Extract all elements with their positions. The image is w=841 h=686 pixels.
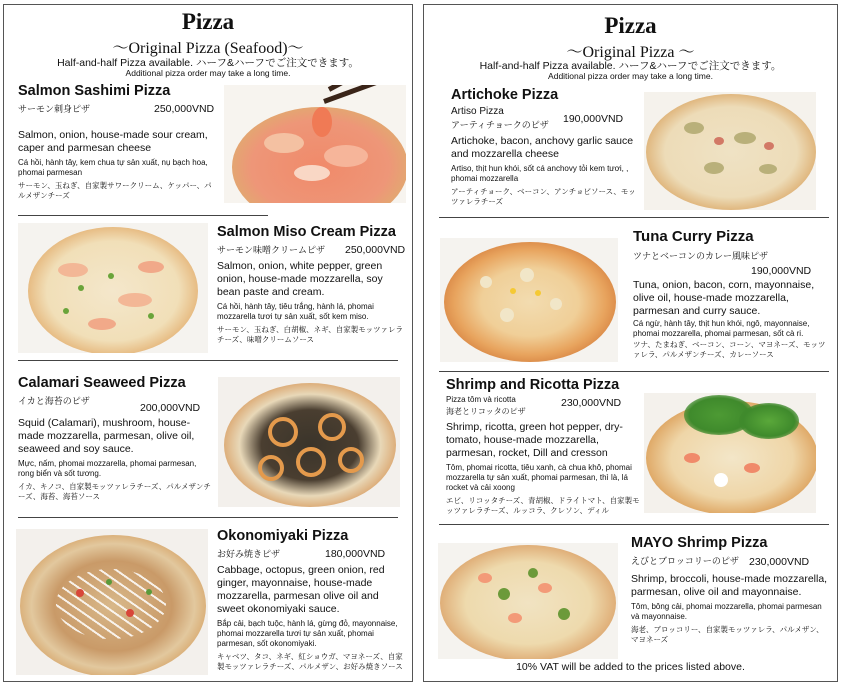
item-ingredients-vn: Cá hồi, hành tây, tiêu trắng, hành lá, phomai mozzarella tươi tự sản xuất, sốt kem miso.	[217, 302, 374, 321]
item-name: Salmon Miso Cream Pizza	[217, 224, 396, 240]
shrimp-ricotta-pizza-photo	[644, 393, 816, 513]
item-ingredients-ja: キャベツ、タコ、ネギ、紅ショウガ、マヨネーズ、自家製モッツァレラチーズ、パルメザン、お好み焼きソース	[217, 652, 403, 671]
artichoke-pizza-photo	[644, 92, 816, 210]
item-name: Shrimp and Ricotta Pizza	[446, 377, 620, 393]
section-divider	[439, 217, 829, 218]
item-name-jp: サーモン刺身ピザ	[18, 104, 91, 114]
menu-item-shrimp-ricotta	[446, 377, 642, 517]
item-ingredients-vn: Bắp cải, bạch tuộc, hành lá, gừng đỏ, mayonnaise, phomai mozzarella tươi tự sản xuất, phomai parmesan, sốt okonomiyaki.	[217, 619, 398, 648]
page-subtitle: ～Original Pizza ～	[566, 44, 695, 61]
item-ingredients-en: Squid (Calamari), mushroom, house-made mozzarella, parmesan, olive oil, seaweed and soy sauce.	[18, 417, 195, 455]
item-price: 230,000VND	[749, 556, 810, 568]
order-time-note: Additional pizza order may take a long time.	[125, 68, 291, 78]
item-ingredients-en: Cabbage, octopus, green onion, red ginger, mayonnaise, house-made mozzarella, parmesan olive oil and sweet okonomiyaki sauce.	[217, 564, 385, 615]
menu-page-seafood	[3, 4, 413, 682]
item-name-jp: イカと海苔のピザ	[18, 396, 90, 406]
page-subtitle: ～Original Pizza (Seafood)～	[112, 40, 304, 57]
half-and-half-note: Half-and-half Pizza available. ハーフ&ハーフでご注文できます。	[57, 57, 359, 69]
menu-item-salmon-sashimi	[18, 83, 218, 211]
page-title: Pizza	[181, 9, 235, 34]
item-name-vn: Pizza tôm và ricotta	[446, 395, 516, 404]
item-ingredients-ja: サーモン、玉ねぎ、白胡椒、ネギ、自家製モッツァレラチーズ、味噌クリームソース	[217, 325, 403, 344]
salmon-miso-cream-pizza-photo	[18, 223, 208, 353]
salmon-sashimi-pizza-photo	[224, 85, 406, 203]
item-ingredients-ja: アーティチョーク、ベーコン、アンチョビソース、モッツァレラチーズ	[451, 187, 636, 206]
item-ingredients-vn: Cá ngừ, hành tây, thịt hun khói, ngô, mayonnaise, phomai mozzarella, phomai parmesan, sốt cà ri.	[633, 319, 810, 338]
item-price: 250,000VND	[345, 244, 406, 256]
mayo-shrimp-pizza-photo	[438, 543, 618, 659]
item-price: 190,000VND	[563, 113, 624, 125]
item-name: Artichoke Pizza	[451, 87, 559, 103]
okonomiyaki-pizza-photo	[16, 529, 208, 675]
item-ingredients-en: Shrimp, broccoli, house-made mozzarella, parmesan, olive oil and mayonnaise.	[631, 573, 828, 598]
item-ingredients-ja: ツナ、たまねぎ、ベーコン、コーン、マヨネーズ、モッツァレラ、パルメザンチーズ、カレーソース	[633, 340, 826, 359]
item-ingredients-en: Salmon, onion, white pepper, green onion, house-made mozzarella, soy bean paste and cream.	[217, 260, 383, 298]
item-name-jp: えびとブロッコリーのピザ	[631, 556, 739, 566]
menu-item-okonomiyaki	[217, 528, 407, 678]
item-name-jp: サーモン味噌クリームピザ	[217, 245, 326, 255]
item-ingredients-en: Tuna, onion, bacon, corn, mayonnaise, olive oil, house-made mozzarella, parmesan and curry sauce.	[633, 279, 815, 317]
item-ingredients-vn: Tôm, phomai ricotta, tiêu xanh, cà chua khô, phomai mozzarella tự sản xuất, phomai parmesan, thì là, lá rocket và cải xoong	[446, 463, 632, 492]
item-ingredients-ja: サーモン、玉ねぎ、自家製サワークリーム、ケッパー、パルメザンチーズ	[18, 181, 212, 200]
section-divider	[18, 360, 398, 361]
item-name-jp: 海老とリコッタのピザ	[446, 407, 526, 416]
menu-item-calamari-seaweed	[18, 375, 213, 510]
item-name-jp: アーティチョークのピザ	[451, 120, 549, 130]
item-name: Calamari Seaweed Pizza	[18, 375, 186, 391]
menu-item-salmon-miso-cream	[217, 224, 407, 354]
menu-item-artichoke	[451, 87, 643, 215]
half-and-half-note: Half-and-half Pizza available. ハーフ&ハーフでご注文できます。	[479, 60, 782, 72]
vat-note: 10% VAT will be added to the prices listed above.	[516, 661, 745, 673]
menu-item-mayo-shrimp	[631, 535, 831, 665]
item-price: 200,000VND	[140, 402, 201, 414]
item-ingredients-en: Salmon, onion, house-made sour cream, caper and parmesan cheese	[18, 129, 208, 154]
section-divider	[18, 215, 268, 216]
section-divider	[439, 524, 829, 525]
item-ingredients-ja: 海老、ブロッコリー、自家製モッツァレラ、パルメザン、マヨネーズ	[631, 625, 824, 644]
item-price: 250,000VND	[154, 103, 215, 115]
item-price: 180,000VND	[325, 548, 386, 560]
item-name-jp: ツナとベーコンのカレー風味ピザ	[633, 251, 769, 261]
item-name: Okonomiyaki Pizza	[217, 528, 349, 544]
item-name: Salmon Sashimi Pizza	[18, 83, 171, 99]
item-ingredients-vn: Mực, nấm, phomai mozzarella, phomai parmesan, rong biển và sốt tương.	[18, 459, 197, 478]
item-ingredients-vn: Tôm, bông cải, phomai mozzarella, phomai parmesan và mayonnaise.	[631, 602, 822, 621]
menu-item-tuna-curry	[633, 228, 831, 368]
section-divider	[439, 371, 829, 372]
item-ingredients-ja: イカ、キノコ、自家製モッツァレラチーズ、パルメザンチーズ、海苔、海苔ソース	[18, 482, 211, 501]
item-name: Tuna Curry Pizza	[633, 228, 754, 245]
item-ingredients-vn: Cá hồi, hành tây, kem chua tự sản xuất, nụ bạch hoa, phomai parmesan	[18, 158, 208, 177]
item-price: 230,000VND	[561, 397, 622, 409]
item-ingredients-ja: エビ、リコッタチーズ、青胡椒、ドライトマト、自家製モッツァレラチーズ、ルッコラ、クレソン、ディル	[446, 496, 640, 515]
item-price: 190,000VND	[751, 265, 812, 277]
item-ingredients-vn: Artiso, thịt hun khói, sốt cá anchovy tỏi kem tươi, , phomai mozzarella	[451, 164, 629, 183]
menu-page-original	[423, 4, 838, 682]
order-time-note: Additional pizza order may take a long time.	[548, 71, 713, 81]
item-name: MAYO Shrimp Pizza	[631, 535, 768, 551]
item-name-vn: Artiso Pizza	[451, 106, 504, 117]
item-name-jp: お好み焼きピザ	[217, 549, 281, 559]
page-title: Pizza	[604, 13, 657, 38]
calamari-seaweed-pizza-photo	[218, 377, 400, 507]
item-ingredients-en: Artichoke, bacon, anchovy garlic sauce and mozzarella cheese	[451, 135, 634, 160]
tuna-curry-pizza-photo	[440, 238, 618, 362]
section-divider	[18, 517, 398, 518]
item-ingredients-en: Shrimp, ricotta, green hot pepper, dry-tomato, house-made mozzarella, parmesan, rocket, Dill and cresson	[446, 421, 623, 459]
